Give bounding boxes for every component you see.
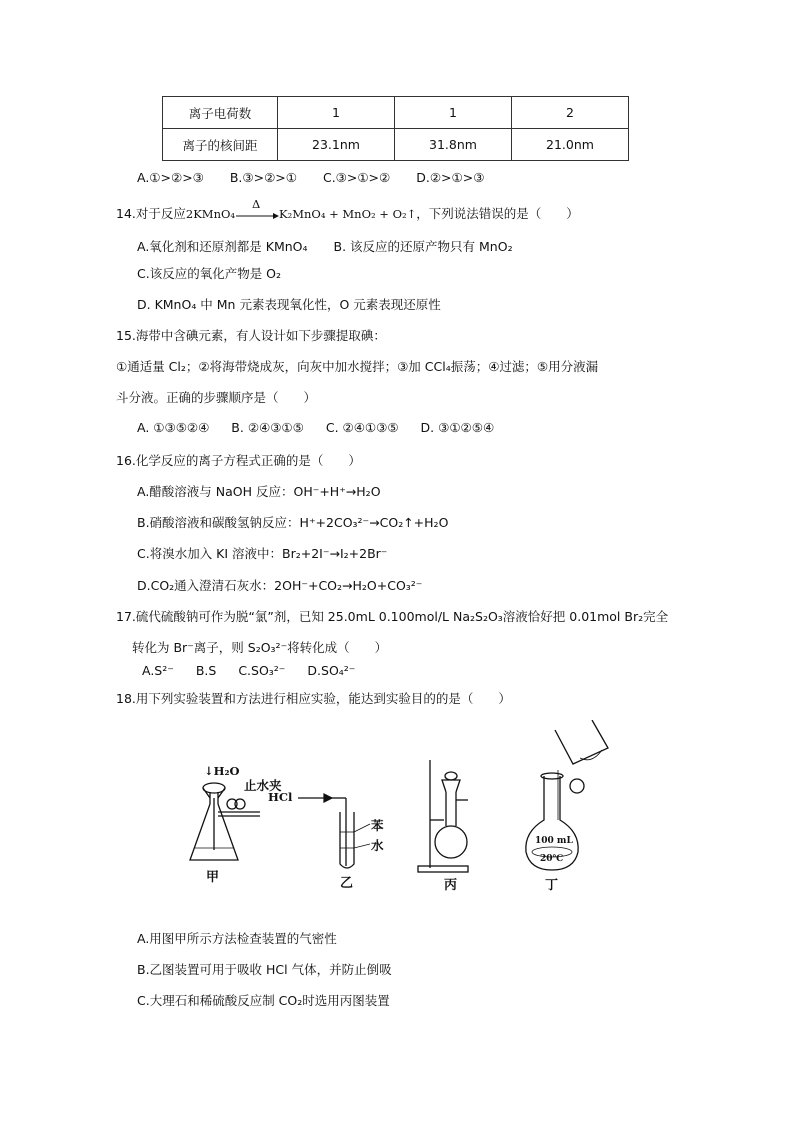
q14-prefix: 14.对于反应 [116, 206, 186, 221]
q17-stem: 17.硫代硫酸钠可作为脱“氯”剂，已知 25.0mL 0.100mol/L Na₂S₂O₃溶液恰好把 0.01mol Br₂完全 [116, 609, 669, 624]
q15-option-b: B. ②④③①⑤ [231, 420, 304, 435]
q13-option-a: A.①>②>③ [137, 170, 204, 185]
apparatus-drawing [180, 720, 620, 900]
q17-stem-cont: 转化为 Br⁻离子，则 S₂O₃²⁻将转化成（ ） [132, 640, 388, 655]
q13-option-b: B.③>②>① [229, 170, 297, 185]
q15-option-d: D. ③①②⑤④ [420, 420, 495, 435]
q14-suffix: ，下列说法错误的是（ ） [416, 206, 579, 221]
q17-option-a: A.S²⁻ [142, 663, 174, 678]
water-label: 水 [371, 838, 384, 853]
table-cell: 1 [395, 97, 512, 129]
table-cell: 31.8nm [395, 129, 512, 161]
benzene-label: 苯 [371, 818, 384, 833]
ion-table [162, 96, 629, 161]
figure-label-bing: 丙 [444, 878, 458, 893]
figure-label-yi: 乙 [340, 876, 354, 891]
q13-options [137, 170, 506, 185]
q14-option-d: D. KMnO₄ 中 Mn 元素表现氧化性，O 元素表现还原性 [137, 297, 441, 312]
q17-option-d: D.SO₄²⁻ [307, 663, 356, 678]
q14-options-ab [137, 237, 513, 255]
hcl-label: HCl [268, 790, 293, 804]
q14-option-b: B. 该反应的还原产物只有 MnO₂ [333, 239, 513, 254]
q14-stem [116, 196, 579, 222]
q16-option-c: C.将溴水加入 KI 溶液中：Br₂+2I⁻→I₂+2Br⁻ [137, 546, 388, 561]
q18-option-b: B.乙图装置可用于吸收 HCl 气体，并防止倒吸 [137, 962, 392, 977]
table-row [163, 97, 629, 129]
table-cell: 23.1nm [278, 129, 395, 161]
q15-options [137, 420, 494, 435]
q16-option-b: B.硝酸溶液和碳酸氢钠反应：H⁺+2CO₃²⁻→CO₂↑+H₂O [137, 515, 449, 530]
table-cell: 21.0nm [512, 129, 629, 161]
table-header-cell: 离子的核间距 [163, 129, 278, 161]
q14-option-c: C.该反应的氧化产物是 O₂ [137, 266, 282, 281]
flask-volume-label: 100 mL [535, 836, 573, 846]
q15-steps-cont: 斗分液。正确的步骤顺序是（ ） [116, 390, 317, 405]
table-cell: 2 [512, 97, 629, 129]
heat-symbol: Δ [252, 196, 261, 211]
q18-option-c: C.大理石和稀硫酸反应制 CO₂时选用丙图装置 [137, 993, 390, 1008]
q17-options [142, 663, 355, 678]
reaction-arrow [235, 196, 279, 221]
table-cell: 1 [278, 97, 395, 129]
table-header-cell: 离子电荷数 [163, 97, 278, 129]
q16-option-d: D.CO₂通入澄清石灰水：2OH⁻+CO₂→H₂O+CO₃²⁻ [137, 578, 423, 593]
q14-products: K₂MnO₄ + MnO₂ + O₂↑ [279, 207, 417, 221]
q17-option-b: B.S [195, 663, 217, 678]
q13-option-d: D.②>①>③ [416, 170, 485, 185]
q14-reactant: 2KMnO₄ [185, 207, 236, 221]
q18-option-a: A.用图甲所示方法检查装置的气密性 [137, 931, 337, 946]
q15-stem: 15.海带中含碘元素，有人设计如下步骤提取碘： [116, 328, 386, 343]
q15-option-a: A. ①③⑤②④ [137, 420, 210, 435]
q15-option-c: C. ②④①③⑤ [325, 420, 399, 435]
q15-steps: ①通适量 Cl₂；②将海带烧成灰，向灰中加水搅拌；③加 CCl₄振荡；④过滤；⑤用分液漏 [116, 359, 599, 374]
q14-option-a: A.氧化剂和还原剂都是 KMnO₄ [137, 239, 308, 254]
apparatus-figure [180, 720, 620, 900]
figure-label-jia: 甲 [206, 870, 220, 885]
flask-temp-label: 20℃ [540, 854, 564, 864]
q13-option-c: C.③>①>② [322, 170, 391, 185]
water-inlet-label: ↓H₂O [204, 764, 240, 778]
arrow-right-icon [235, 211, 279, 221]
table-row [163, 129, 629, 161]
figure-label-ding: 丁 [545, 878, 559, 893]
q17-option-c: C.SO₃²⁻ [238, 663, 286, 678]
q16-stem: 16.化学反应的离子方程式正确的是（ ） [116, 453, 361, 468]
q18-stem: 18.用下列实验装置和方法进行相应实验，能达到实验目的的是（ ） [116, 691, 511, 706]
clamp-label: 止水夹 [244, 778, 282, 793]
q16-option-a: A.醋酸溶液与 NaOH 反应：OH⁻+H⁺→H₂O [137, 484, 381, 499]
